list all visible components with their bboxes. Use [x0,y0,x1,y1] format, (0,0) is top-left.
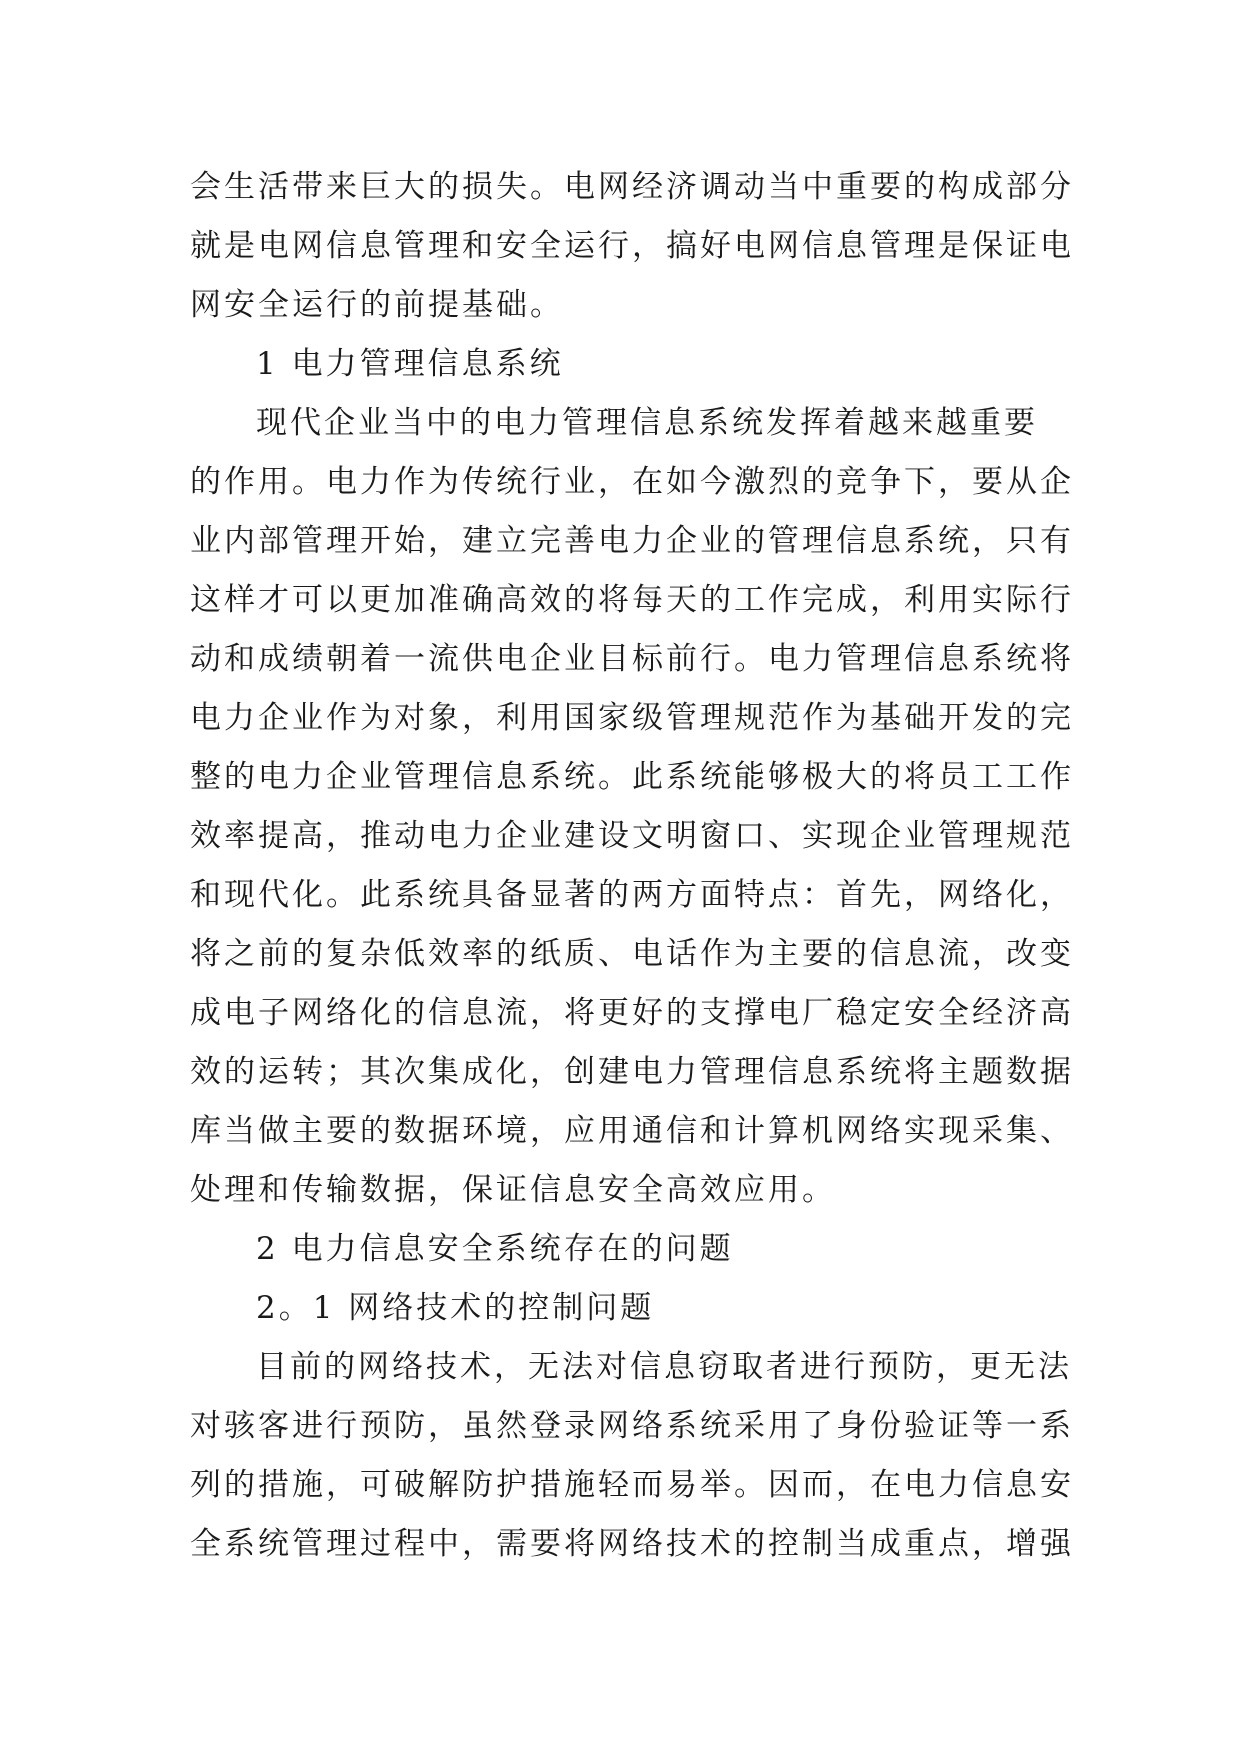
paragraph-line: 效率提高，推动电力企业建设文明窗口、实现企业管理规范 [190,818,1074,854]
paragraph-line: 网安全运行的前提基础。 [190,287,564,323]
paragraph-line: 处理和传输数据，保证信息安全高效应用。 [190,1172,836,1208]
paragraph-line: 列的措施，可破解防护措施轻而易举。因而，在电力信息安 [190,1467,1074,1503]
paragraph-line: 全系统管理过程中，需要将网络技术的控制当成重点，增强 [190,1526,1074,1562]
paragraph-line: 现代企业当中的电力管理信息系统发挥着越来越重要 [256,405,1038,441]
body-text [190,158,1074,1574]
paragraph-line: 效的运转；其次集成化，创建电力管理信息系统将主题数据 [190,1054,1074,1090]
section-heading: 2 电力信息安全系统存在的问题 [256,1231,734,1267]
paragraph-line: 整的电力企业管理信息系统。此系统能够极大的将员工工作 [190,759,1074,795]
paragraph-line: 会生活带来巨大的损失。电网经济调动当中重要的构成部分 [190,169,1074,205]
paragraph-line: 动和成绩朝着一流供电企业目标前行。电力管理信息系统将 [190,641,1074,677]
section-heading: 1 电力管理信息系统 [256,346,564,382]
paragraph-line: 这样才可以更加准确高效的将每天的工作完成，利用实际行 [190,582,1074,618]
paragraph-line: 和现代化。此系统具备显著的两方面特点：首先，网络化， [190,877,1074,913]
paragraph-line: 对骇客进行预防，虽然登录网络系统采用了身份验证等一系 [190,1408,1074,1444]
paragraph-line: 业内部管理开始，建立完善电力企业的管理信息系统，只有 [190,523,1074,559]
paragraph-line: 成电子网络化的信息流，将更好的支撑电厂稳定安全经济高 [190,995,1074,1031]
paragraph-line: 目前的网络技术，无法对信息窃取者进行预防，更无法 [256,1349,1072,1385]
paragraph-line: 库当做主要的数据环境，应用通信和计算机网络实现采集、 [190,1113,1074,1149]
subsection-heading: 2。1 网络技术的控制问题 [256,1290,655,1326]
paragraph-line: 就是电网信息管理和安全运行，搞好电网信息管理是保证电 [190,228,1074,264]
paragraph-line: 的作用。电力作为传统行业，在如今激烈的竞争下，要从企 [190,464,1074,500]
paragraph-line: 电力企业作为对象，利用国家级管理规范作为基础开发的完 [190,700,1074,736]
paragraph-line: 将之前的复杂低效率的纸质、电话作为主要的信息流，改变 [190,936,1074,972]
